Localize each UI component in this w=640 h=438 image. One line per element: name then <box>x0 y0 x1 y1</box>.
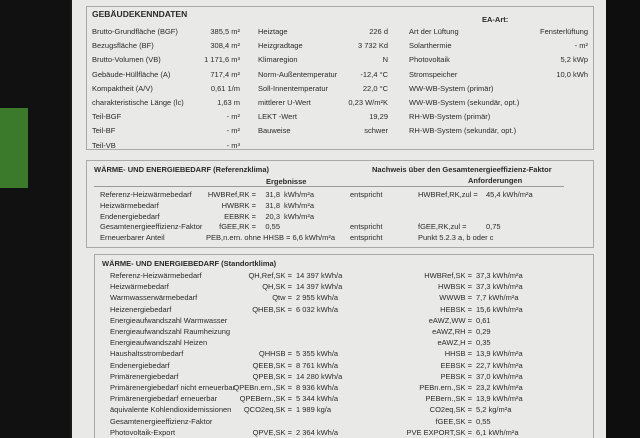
sec2-nachweis: Nachweis über den Gesamtenergieeffizienz-Faktor <box>372 165 552 174</box>
referenz-requirement: fGEE,RK,zul = <box>418 222 467 232</box>
kenndaten-value: 308,4 m² <box>210 41 240 51</box>
kenndaten-label: Heizgradtage <box>258 41 303 51</box>
kenndaten-label: RH-WB-System (primär) <box>409 112 491 122</box>
standort-right-value: 0,29 <box>476 327 491 336</box>
standort-label: Photovoltaik-Export <box>110 427 176 437</box>
standort-value: 14 397 kWh/a <box>296 271 343 280</box>
standort-right-value: 15,6 kWh/m²a <box>476 304 523 314</box>
standort-right-value: 0,61 <box>476 315 491 325</box>
standort-right-symbol: HWBRef,SK = <box>424 271 472 280</box>
standort-symbol: QCO2eq,SK = <box>243 405 292 415</box>
referenz-label: Referenz-Heizwärmebedarf <box>100 190 192 199</box>
standort-label: Endenergiebedarf <box>110 360 170 370</box>
referenz-symbol: HWBRef,RK = <box>207 190 256 199</box>
standort-symbol: QPEBern.,SK = <box>239 394 292 404</box>
kenndaten-label: RH-WB-System (sekundär, opt.) <box>409 126 517 136</box>
standort-right-symbol: HEBSK = <box>440 304 472 314</box>
ea-art-label: EA-Art: <box>482 15 509 24</box>
kenndaten-label: Heiztage <box>258 27 288 36</box>
kenndaten-value: 0,23 W/m²K <box>348 98 388 107</box>
kenndaten-value: -12,4 °C <box>360 69 388 79</box>
kenndaten-label: Soll-Innentemperatur <box>258 83 329 93</box>
standort-label: Haushaltsstrombedarf <box>110 349 184 359</box>
kenndaten-label: Teil-BF <box>92 126 116 136</box>
kenndaten-value: - m³ <box>226 140 240 150</box>
standort-right-value: 5,2 kg/m²a <box>476 405 512 415</box>
kenndaten-value: 717,4 m² <box>210 69 240 79</box>
referenz-label: Erneuerbarer Anteil <box>100 233 165 243</box>
referenz-requirement-value: 0,75 <box>486 222 501 232</box>
standort-label: Energieaufwandszahl Raumheizung <box>110 327 231 336</box>
referenz-label: Endenergiebedarf <box>100 211 160 221</box>
kenndaten-label: Photovoltaik <box>409 55 450 65</box>
referenz-symbol: HWBRK = <box>221 200 256 210</box>
referenz-unit: kWh/m²a <box>284 190 314 199</box>
referenz-requirement-value: 45,4 kWh/m²a <box>486 190 533 199</box>
kenndaten-label: Norm-Außentemperatur <box>258 69 338 79</box>
referenz-value: 31,8 <box>265 190 280 199</box>
standort-symbol: QPVE,SK = <box>252 427 292 437</box>
sec2-anforderungen: Anforderungen <box>468 176 523 185</box>
standort-right-symbol: eAWZ,WW = <box>428 315 472 325</box>
kenndaten-label: Bauweise <box>258 126 291 136</box>
kenndaten-value: 385,5 m² <box>210 27 240 36</box>
standort-value: 2 364 kWh/a <box>296 427 339 437</box>
standort-label: Energieaufwandszahl Heizen <box>110 338 208 348</box>
standort-label: Primärenergiebedarf erneuerbar <box>110 394 218 404</box>
sec3-title: WÄRME- UND ENERGIEBEDARF (Standortklima) <box>102 259 277 268</box>
referenz-label: Gesamtenergieeffizienz-Faktor <box>100 222 203 232</box>
standort-value: 2 955 kWh/a <box>296 293 339 303</box>
standort-right-value: 23,2 kWh/m²a <box>476 383 523 392</box>
kenndaten-value: 1,63 m <box>217 98 240 107</box>
standort-right-symbol: HWBSK = <box>438 282 472 292</box>
standort-label: Primärenergiebedarf nicht erneuerbar <box>110 383 236 392</box>
standort-right-symbol: CO2eq,SK = <box>429 405 472 415</box>
standort-label: Heizwärmebedarf <box>110 282 169 292</box>
kenndaten-label: charakteristische Länge (lc) <box>92 98 184 107</box>
standort-right-symbol: PEBern.,SK = <box>425 394 472 404</box>
standort-label: Gesamtenergieeffizienz-Faktor <box>110 416 213 426</box>
standort-symbol: QH,Ref,SK = <box>248 271 292 280</box>
referenz-symbol: EEBRK = <box>224 211 256 221</box>
kenndaten-value: - m² <box>574 41 588 51</box>
kenndaten-value: Fensterlüftung <box>540 27 588 36</box>
standort-right-value: 13,9 kWh/m²a <box>476 349 523 359</box>
referenz-unit: kWh/m²a <box>284 200 314 210</box>
referenz-symbol: fGEE,RK = <box>219 222 256 232</box>
standort-symbol: QPEBn.ern.,SK = <box>233 383 292 392</box>
kenndaten-value: 22,0 °C <box>362 83 388 93</box>
kenndaten-value: - m² <box>226 126 240 136</box>
standort-right-value: 6,1 kWh/m²a <box>476 427 519 437</box>
standort-value: 6 032 kWh/a <box>296 304 339 314</box>
referenz-value: 20,3 <box>265 211 280 221</box>
kenndaten-label: Bezugsfläche (BF) <box>92 41 154 51</box>
sec2-ergebnisse: Ergebnisse <box>266 177 307 186</box>
standort-value: 8 761 kWh/a <box>296 360 339 370</box>
kenndaten-label: LEKT -Wert <box>258 112 297 122</box>
standort-right-symbol: fGEE,SK = <box>435 416 472 426</box>
standort-symbol: QH,SK = <box>262 282 292 292</box>
kenndaten-value: schwer <box>364 126 388 136</box>
referenz-label: Heizwärmebedarf <box>100 200 159 210</box>
referenz-requirement: HWBRef,RK,zul = <box>418 190 478 199</box>
kenndaten-label: Gebäude-Hüllfläche (A) <box>92 69 171 79</box>
kenndaten-value: 1 171,6 m³ <box>204 55 240 65</box>
standort-right-value: 7,7 kWh/m²a <box>476 293 519 303</box>
standort-right-value: 37,3 kWh/m²a <box>476 282 523 292</box>
kenndaten-label: Kompaktheit (A/V) <box>92 83 153 93</box>
kenndaten-value: 0,61 1/m <box>210 83 240 93</box>
document-page <box>72 0 606 438</box>
standort-label: äquivalente Kohlendioxidemissionen <box>110 405 232 415</box>
standort-right-symbol: PEBSK = <box>440 371 472 381</box>
referenz-symbol: PEB,n.ern. ohne HHSB = 6,6 kWh/m²a <box>206 233 336 243</box>
standort-right-value: 0,35 <box>476 338 491 348</box>
referenz-requirement: Punkt 5.2.3 a, b oder c <box>418 233 494 243</box>
standort-label: Energieaufwandszahl Warmwasser <box>110 315 228 325</box>
kenndaten-label: Solarthermie <box>409 41 452 51</box>
kenndaten-label: Brutto-Grundfläche (BGF) <box>92 27 178 36</box>
referenz-status: entspricht <box>350 233 383 243</box>
standort-symbol: QPEB,SK = <box>252 371 292 381</box>
referenz-unit: kWh/m²a <box>284 211 314 221</box>
standort-right-symbol: WWWB = <box>439 293 472 303</box>
green-marker-edge <box>0 108 28 188</box>
kenndaten-value: 3 732 Kd <box>357 41 388 51</box>
standort-right-value: 22,7 kWh/m²a <box>476 360 523 370</box>
standort-value: 5 355 kWh/a <box>296 349 339 359</box>
kenndaten-value: 226 d <box>369 27 388 36</box>
sec1-title: GEBÄUDEKENNDATEN <box>92 9 188 19</box>
standort-right-value: 13,9 kWh/m²a <box>476 394 523 404</box>
kenndaten-label: Art der Lüftung <box>409 27 459 36</box>
standort-right-value: 37,0 kWh/m²a <box>476 371 523 381</box>
kenndaten-value: 10,0 kWh <box>556 69 588 79</box>
referenz-status: entspricht <box>350 222 383 232</box>
kenndaten-label: Klimaregion <box>258 55 298 65</box>
referenz-value: 31,8 <box>265 200 280 210</box>
standort-label: Heizenergiebedarf <box>110 304 172 314</box>
standort-label: Referenz-Heizwärmebedarf <box>110 271 202 280</box>
standort-right-symbol: HHSB = <box>444 349 472 359</box>
standort-right-value: 0,55 <box>476 416 491 426</box>
kenndaten-label: Teil-BGF <box>92 112 122 122</box>
kenndaten-label: Stromspeicher <box>409 69 458 79</box>
standort-symbol: QEEB,SK = <box>252 360 292 370</box>
kenndaten-label: mittlerer U-Wert <box>258 98 311 107</box>
kenndaten-label: Teil-VB <box>92 140 116 150</box>
standort-value: 5 344 kWh/a <box>296 394 339 404</box>
standort-value: 8 936 kWh/a <box>296 383 339 392</box>
right-background <box>600 0 640 438</box>
standort-right-value: 37,3 kWh/m²a <box>476 271 523 280</box>
standort-symbol: Qtw = <box>272 293 292 303</box>
standort-symbol: QHHSB = <box>258 349 292 359</box>
kenndaten-label: WW-WB-System (primär) <box>409 83 494 93</box>
kenndaten-label: WW-WB-System (sekundär, opt.) <box>409 98 520 107</box>
sec2-header-rule <box>94 186 564 187</box>
standort-value: 14 280 kWh/a <box>296 371 343 381</box>
sec2-title: WÄRME- UND ENERGIEBEDARF (Referenzklima) <box>94 165 270 174</box>
standort-value: 14 397 kWh/a <box>296 282 343 292</box>
left-background <box>0 0 70 438</box>
referenz-status: entspricht <box>350 190 383 199</box>
standort-right-symbol: eAWZ,RH = <box>432 327 472 336</box>
standort-right-symbol: eAWZ,H = <box>437 338 472 348</box>
kenndaten-value: - m² <box>226 112 240 122</box>
kenndaten-label: Brutto-Volumen (VB) <box>92 55 161 65</box>
standort-right-symbol: EEBSK = <box>440 360 472 370</box>
standort-right-symbol: PEBn.ern.,SK = <box>419 383 472 392</box>
referenz-value: 0,55 <box>265 222 280 232</box>
standort-value: 1 989 kg/a <box>296 405 332 415</box>
kenndaten-value: N <box>382 55 388 65</box>
kenndaten-value: 19,29 <box>369 112 388 122</box>
standort-label: Warmwasserwärmebedarf <box>110 293 198 303</box>
standort-symbol: QHEB,SK = <box>252 304 292 314</box>
standort-right-symbol: PVE EXPORT,SK = <box>406 427 472 437</box>
standort-label: Primärenergiebedarf <box>110 371 179 381</box>
kenndaten-value: 5,2 kWp <box>560 55 588 65</box>
